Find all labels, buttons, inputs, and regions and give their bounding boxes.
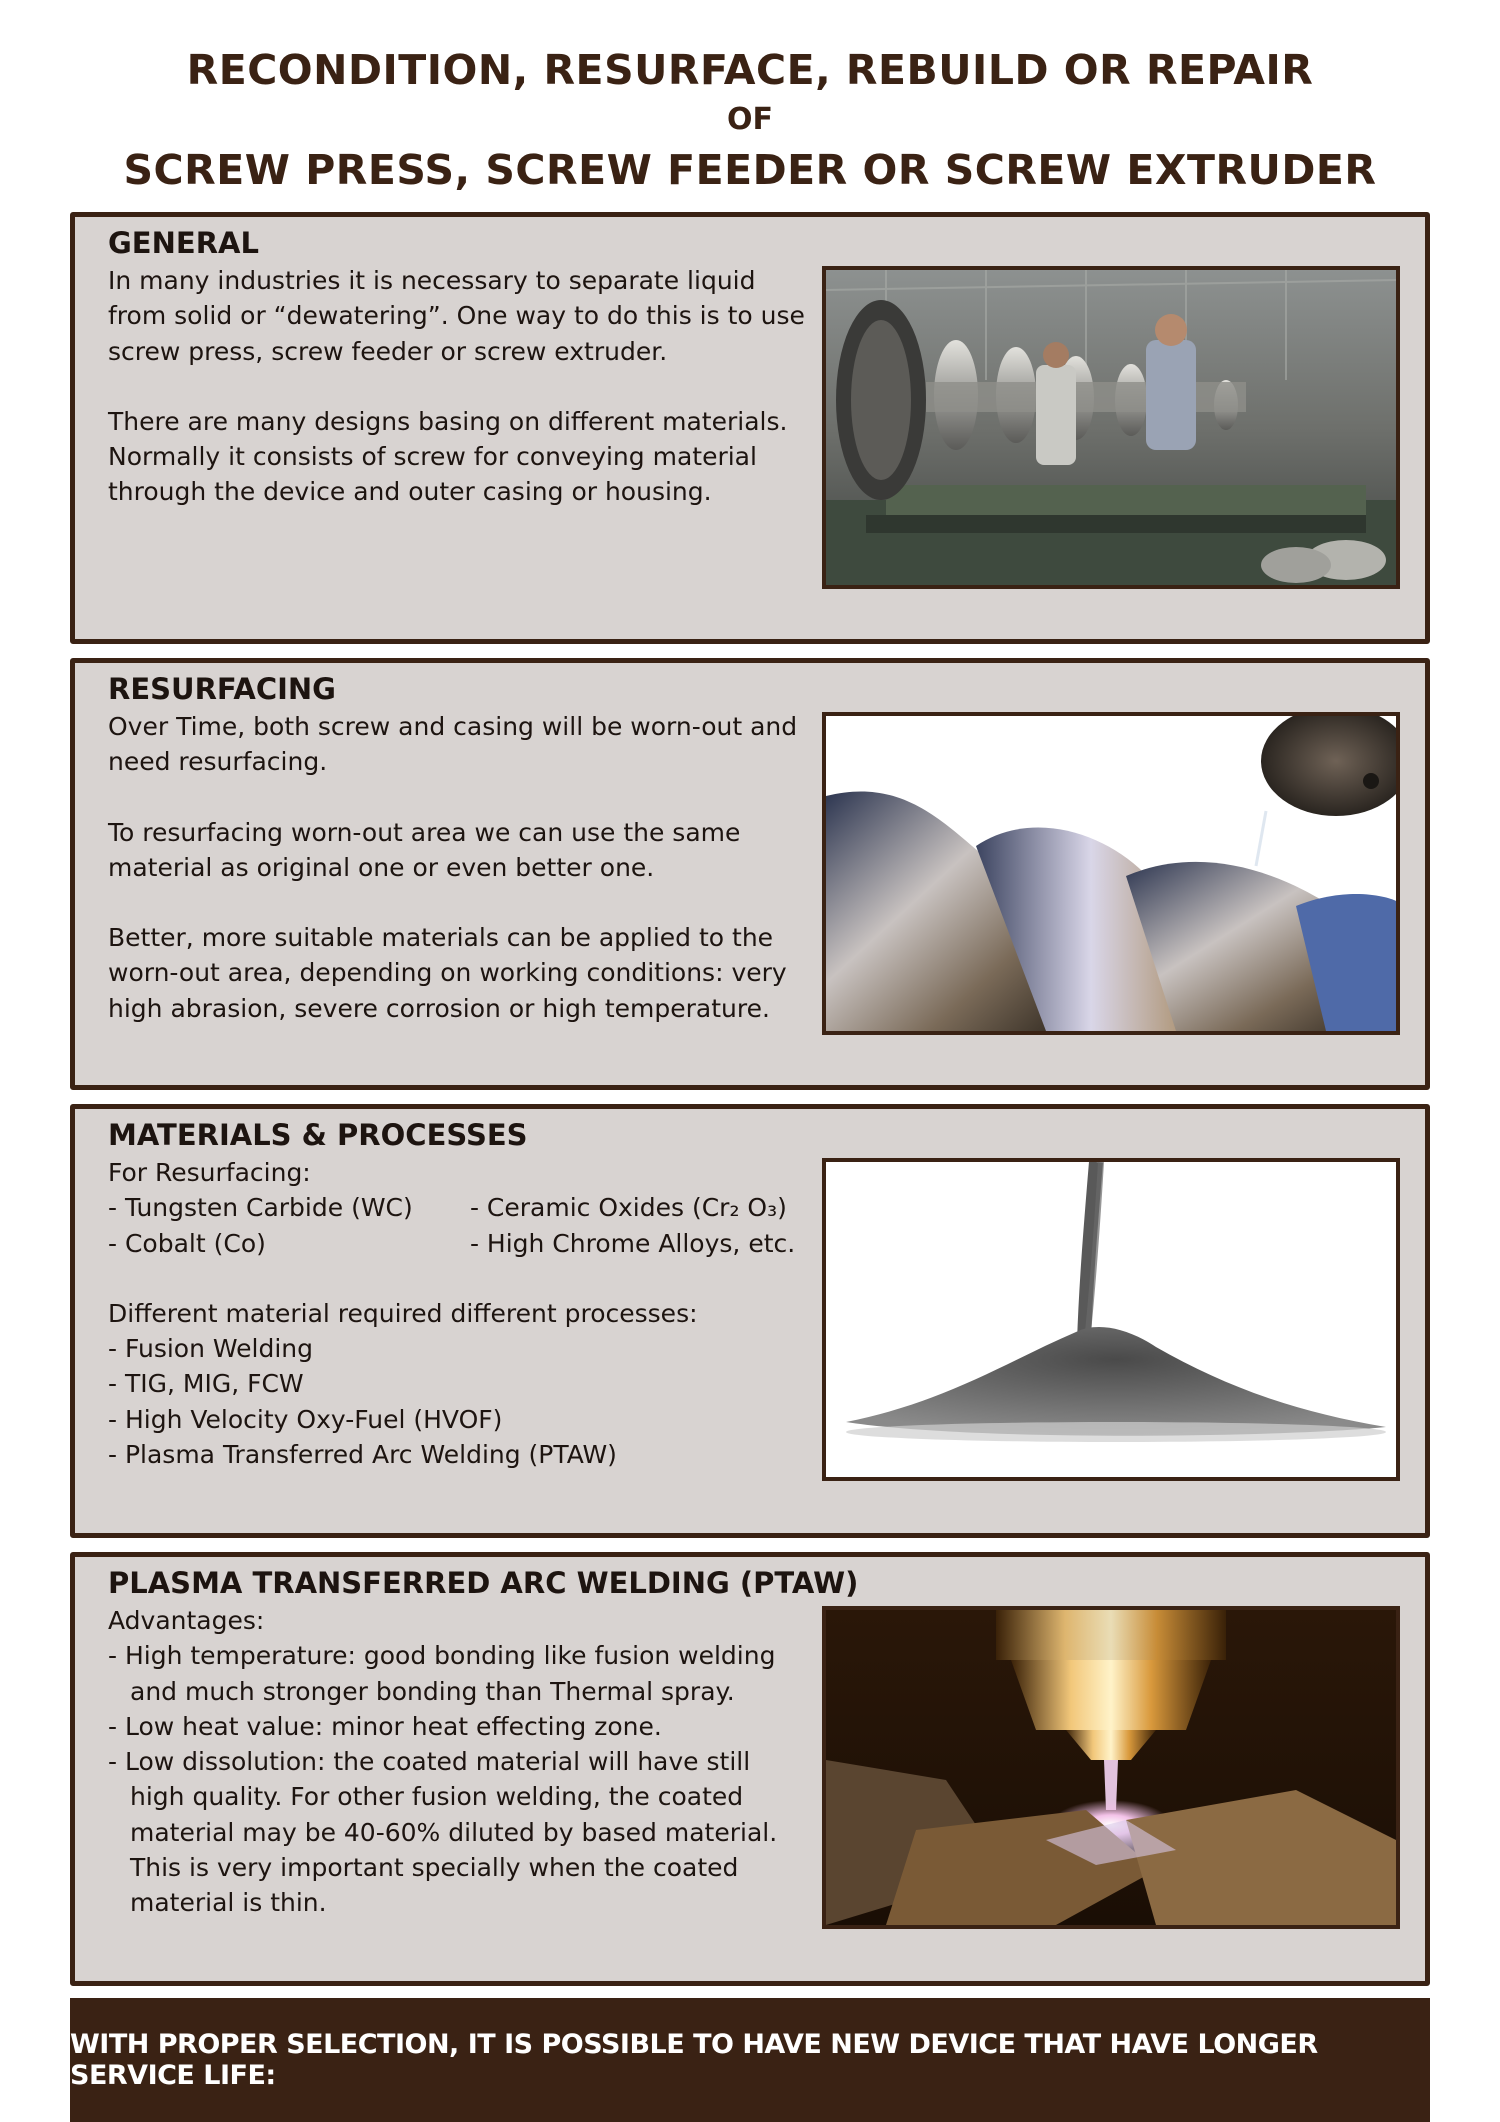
for-resurfacing-label: For Resurfacing: (108, 1158, 311, 1187)
general-text (108, 263, 808, 510)
page-header (0, 40, 1500, 200)
advantage-item: - High temperature: good bonding like fusion welding and much stronger bonding than Thermal spray. (108, 1641, 776, 1706)
header-line-2: OF (727, 102, 773, 137)
plasma-torch-photo (822, 1606, 1400, 1929)
powder-pile-photo (822, 1158, 1400, 1481)
footer-text: WITH PROPER SELECTION, IT IS POSSIBLE TO HAVE NEW DEVICE THAT HAVE LONGER SERVICE LIFE: (70, 2029, 1318, 2091)
screw-flight-photo (822, 712, 1400, 1035)
advantage-item: - Low dissolution: the coated material will have still high quality. For other fusion welding, the coated material may be 40-60% diluted by based material. This is very important specially when the coated material is thin. (108, 1747, 778, 1918)
resurfacing-panel (70, 658, 1430, 1090)
advantage-item: - Low heat value: minor heat effecting zone. (108, 1711, 662, 1741)
resurfacing-text (108, 709, 808, 1026)
general-paragraph-2: There are many designs basing on different materials. Normally it consists of screw for conveying material through the device and outer casing or housing. (108, 406, 788, 507)
process-item: - Plasma Transferred Arc Welding (PTAW) (108, 1440, 617, 1470)
ptaw-title: PLASMA TRANSFERRED ARC WELDING (PTAW) (108, 1566, 859, 1600)
material-item: - Cobalt (Co) (108, 1228, 266, 1258)
process-item: - TIG, MIG, FCW (108, 1369, 304, 1399)
materials-column-2 (470, 1190, 808, 1261)
process-item: - High Velocity Oxy-Fuel (HVOF) (108, 1404, 503, 1434)
materials-text (108, 1155, 808, 1472)
materials-column-1 (108, 1190, 470, 1261)
process-item: - Fusion Welding (108, 1334, 313, 1364)
resurfacing-title: RESURFACING (108, 672, 336, 706)
resurfacing-paragraph-1: Over Time, both screw and casing will be worn-out and need resurfacing. (108, 712, 798, 777)
general-panel (70, 212, 1430, 644)
materials-title: MATERIALS & PROCESSES (108, 1118, 528, 1152)
footer-banner (70, 1998, 1430, 2122)
resurfacing-paragraph-3: Better, more suitable materials can be applied to the worn-out area, depending on working conditions: very high abrasion, severe corrosion or high temperature. (108, 923, 787, 1023)
ptaw-panel (70, 1552, 1430, 1986)
header-line-3: SCREW PRESS, SCREW FEEDER OR SCREW EXTRUDER (123, 146, 1377, 194)
advantages-list (108, 1638, 808, 1920)
ptaw-text (108, 1603, 808, 1921)
processes-list (108, 1331, 808, 1472)
material-item: - Ceramic Oxides (Cr₂ O₃) (469, 1193, 787, 1223)
processes-label: Different material required different processes: (108, 1298, 698, 1328)
header-line-1: RECONDITION, RESURFACE, REBUILD OR REPAIR (186, 46, 1314, 94)
general-paragraph-1: In many industries it is necessary to separate liquid from solid or “dewatering”. One way to do this is to use screw press, screw feeder or screw extruder. (108, 266, 805, 366)
advantages-label: Advantages: (108, 1606, 265, 1635)
resurfacing-materials-list (108, 1190, 808, 1261)
workshop-screw-photo (822, 266, 1400, 589)
material-item: - High Chrome Alloys, etc. (469, 1228, 796, 1258)
material-item: - Tungsten Carbide (WC) (108, 1193, 413, 1223)
resurfacing-paragraph-2: To resurfacing worn-out area we can use the same material as original one or even better one. (108, 817, 741, 882)
general-title: GENERAL (108, 226, 259, 260)
materials-panel (70, 1104, 1430, 1538)
